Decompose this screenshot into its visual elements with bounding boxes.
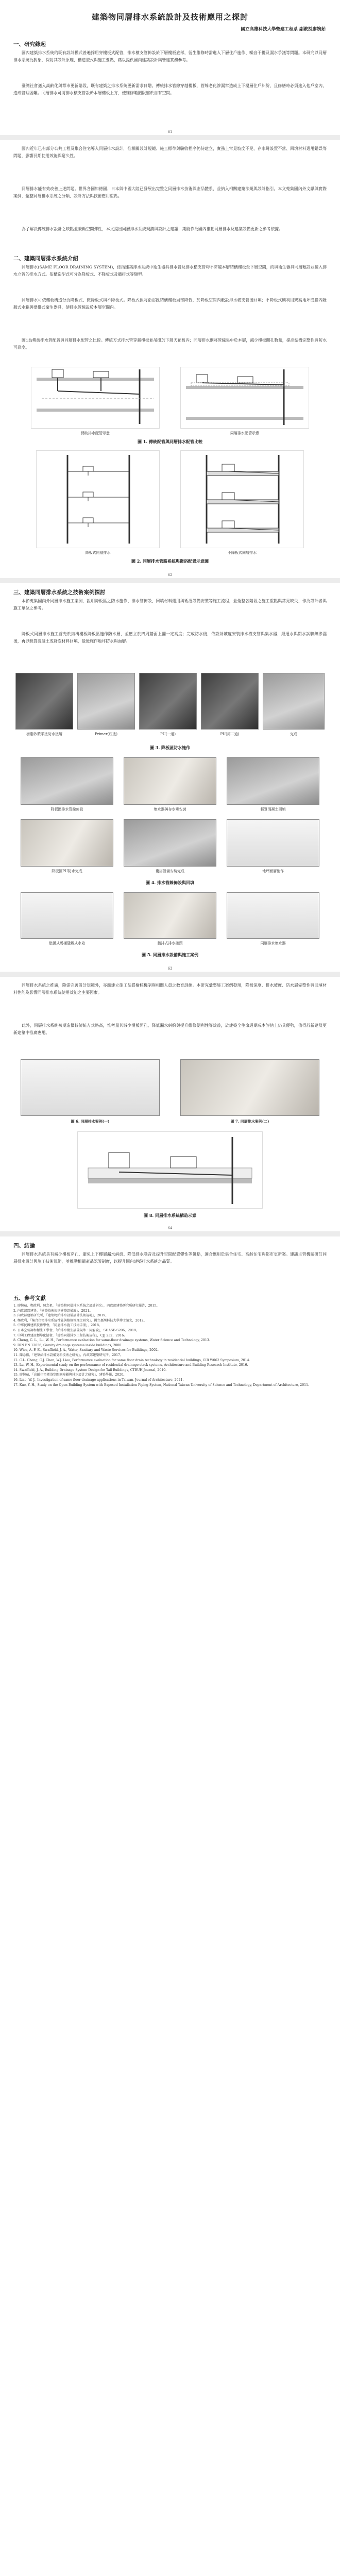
reference-item: 7. 中國工程建設標準化協會，「建築同層排水工程技術規程」，CJJ 232，2016。 (13, 1333, 127, 1337)
figure-3-photo (15, 673, 73, 730)
paragraph: 同層排水系統之推廣，除需完善設計規範外，亦應建立施工品質檢核機制與相關人員之教育訓練。本研究彙整施工案例發現，降板深度、排水坡度、防水層完整性與回填材料性能為影響同層排水系統使用效能之主要因素。 (13, 983, 327, 995)
figure-5-photo (227, 892, 319, 939)
reference-item: 8. Cheng, C. L., Lu, W. H., Performance evaluation for same-floor drainage systems, Water Science and Technology, 2013. (13, 1338, 210, 1343)
figure-8-caption: 圖 8. 同層排水系統構造示意 (144, 1213, 196, 1218)
paragraph: 降板式同層排水施工首先於結構樓板降板區施作防水層，並應立於四周牆面上翻一定高度；完成防水後，依設計坡度安裝排水橫支管與集水器，經通水與閉水試驗無滲漏後，再以輕質混凝土或發泡材料回填，最後施作地坪防水與面層。 (13, 632, 327, 643)
figure-7-photo (180, 1059, 319, 1116)
paragraph: 同層排水能有效改善上述問題。世界各國如德國、日本與中國大陸已發展出完整之同層排水技術與產品體系，並納入相關建築法規與設計指引。本文蒐集國內外文獻與實際案例，彙整同層排水系統之分類、設計方法與技術應用重點。 (13, 187, 327, 198)
section-heading-2: 二、建築同層排水系統介紹 (13, 256, 78, 262)
figure-3-photo (201, 673, 259, 730)
figure-7-caption: 圖 7. 同層排水案例(二) (230, 1119, 269, 1124)
figure-5-caption: 圖 5. 同層排水設備與施工案例 (142, 952, 198, 957)
figure-4-label: 地坪面層施作 (262, 869, 284, 873)
section-heading-1: 一、研究緣起 (13, 41, 46, 47)
figure-5-label: 牆排式排水接頭 (157, 941, 183, 945)
reference-item: 13. Lu, W. H., Experimental study on the performance of residential drainage stack systems, Architecture and Building Research Institute, 2016. (13, 1363, 248, 1367)
figure-3-label: 樹脂砂漿平塗防水塗層 (26, 732, 62, 736)
figure-1-caption: 圖 1. 傳統配管與同層排水配管比較 (138, 439, 202, 444)
reference-item: 17. Kuo, Y. H., Study on the Open Building System with Exposed Installation Piping System, National Taiwan University of Science and Technology, Department of Architecture, 2011. (13, 1383, 310, 1387)
page-number: 62 (167, 573, 173, 577)
reference-item: 6. 日本空氣調和衛生工學會，「給排水衛生設備規準・同解說」，SHASE-S206，2019。 (13, 1328, 140, 1332)
page-number: 63 (167, 967, 173, 971)
page-divider (0, 1231, 340, 1236)
figure-6-caption: 圖 6. 同層排水案例(一) (71, 1119, 110, 1124)
figure-3-label: Primer(底塗) (95, 732, 117, 736)
page-divider (0, 135, 340, 140)
figure-4-photo (227, 757, 319, 805)
figure-3-photo (77, 673, 135, 730)
page-divider (0, 972, 340, 977)
figure-2-left-diagram (36, 450, 160, 548)
paragraph: 此外，同層排水系統初期造價較傳統方式略高，惟考量其減少樓板開孔、降低漏水糾紛與提升維修便利性等效益，於建築全生命週期成本評估上仍具優勢，值得於新建及更新建築中推廣應用。 (13, 1023, 327, 1035)
author-line: 國立高雄科技大學營建工程系 副教授廖婉茹 (241, 27, 326, 32)
page-number: 64 (167, 1226, 173, 1230)
paper-title: 建築物同層排水系統設計及技術應用之探討 (91, 12, 248, 22)
figure-3-photo (139, 673, 197, 730)
reference-item: 2. 內政部營建署，「建築技術規則建築設備編」，2021。 (13, 1309, 93, 1313)
figure-4-photo (124, 757, 216, 805)
paragraph: 國內近年已有部分公共工程及集合住宅導入同層排水設計，惟相關設計規範、施工標準與驗收程序仍待建立，實務上常見坡度不足、存水彎設置不當、回填材料選用錯誤等問題，影響長期使用效能與耐久性。 (13, 146, 327, 158)
figure-3-caption: 圖 3. 降板區防水施作 (150, 745, 190, 750)
figure-2-right-diagram (180, 450, 304, 548)
section-heading-3: 三、建築同層排水系統之技術案例探討 (13, 589, 106, 596)
figure-4-photo (21, 757, 113, 805)
section-heading-4: 四、結論 (13, 1243, 35, 1249)
figure-4-label: 降板區排水管線佈設 (50, 807, 83, 811)
figure-8-diagram (77, 1131, 263, 1209)
figure-4-label: 集水器與存水彎安裝 (154, 807, 186, 811)
figure-4-photo (21, 819, 113, 867)
reference-item: 10. Wise, A. F. E., Swaffield, J. A., Water, Sanitary and Waste Services for Buildings, 2002. (13, 1348, 159, 1352)
reference-item: 3. 內政部建築研究所，「建築物給排水設備設計技術規範」，2019。 (13, 1314, 109, 1318)
reference-item: 14. Swaffield, J. A., Building Drainage System Design for Tall Buildings, CTBUH Journal, 2010. (13, 1368, 167, 1372)
reference-item: 11. 陳念祖，「建築給排水設備更新技術之研究」，內政部建築研究所，2017。 (13, 1353, 124, 1357)
figure-4-label: 輕質混凝土回填 (260, 807, 286, 811)
paragraph: 同層排水可依樓板構造分為降板式、微降板式與不降板式。降板式係將衛浴區結構樓板局部降低，於降板空間內敷設排水橫支管後回填；不降板式則利用架高地坪或牆內隱蔽式水箱與壁掛式衛生器具，使排水管線設於本層空間內。 (13, 298, 327, 310)
reference-item: 9. DIN EN 12056, Gravity drainage systems inside buildings, 2000. (13, 1343, 123, 1347)
paragraph: 圖1為傳統排水管配管與同層排水配管之比較。傳統方式排水管穿越樓板並吊掛於下層天花板內；同層排水則將管線集中於本層，減少樓板開孔數量，提高結構完整性與防水可靠度。 (13, 338, 327, 350)
figure-1-left-label: 傳統排水配管示意 (81, 431, 110, 435)
figure-5-label: 壁掛式馬桶隱藏式水箱 (49, 941, 85, 945)
reference-item: 1. 廖婉茹、鄭政利、陳念祖，「建築物同層排水系統之設計研究」，內政部建築研究所研究報告，2015。 (13, 1304, 160, 1308)
figure-3-photo (263, 673, 325, 730)
paragraph: 為了解決傳統排水設計之缺點並兼顧空間彈性，本文提出同層排水系統規劃與設計之建議，期能作為國內推動同層排水及建築設備更新之參考依據。 (22, 227, 283, 231)
reference-item: 12. C.L. Cheng, C.J. Chen, W.J. Liao, Performance evaluation for same floor drain technology in residential buildings, CIB W062 Symposium, 2014. (13, 1358, 250, 1362)
page-divider (0, 578, 340, 583)
figure-5-photo (124, 892, 216, 939)
references-heading: 五、參考文獻 (13, 1295, 46, 1301)
reference-list (13, 1303, 327, 1387)
figure-1-right-diagram (180, 367, 309, 429)
reference-item: 16. Liao, W. J., Investigation of same-floor drainage applications in Taiwan, Journal of Architecture, 2021. (13, 1378, 184, 1382)
figure-4-photo (227, 819, 319, 867)
figure-5-label: 同層排水集水器 (260, 941, 286, 945)
page-number: 61 (167, 130, 173, 134)
figure-3-label: PU(一道) (160, 732, 176, 736)
reference-item: 4. 鄭政利，「集合住宅排水系統性能與維修管理之研究」，國立臺灣科技大學博士論文，2012。 (13, 1318, 147, 1323)
figure-3-label: 完成 (290, 732, 297, 736)
figure-4-label: 降板區PU防水完成 (52, 869, 82, 873)
figure-4-photo (124, 819, 216, 867)
paragraph: 同層排水(SAME FLOOR DRAINING SYSTEM)，係指建築排水系統中衛生器具排水管及排水橫支管均不穿越本層結構樓板至下層空間，而與衛生器具同層敷設並接入排水立管的排水方式。依構造型式可分為降板式、不降板式及牆排式等類型。 (13, 265, 327, 277)
figure-2-right-label: 不降板式同層排水 (228, 551, 257, 555)
figure-3-label: PU(第二道) (220, 732, 240, 736)
figure-5-photo (21, 892, 113, 939)
paragraph: 國內建築排水系統的既有設計模式普遍採用穿樓板式配管，排水橫支管佈設於下層樓板底部，衍生維修時需進入下層住戶施作、噪音干擾及漏水爭議等問題。本研究以同層排水系統為對象，探討其設計原理、構造型式與施工要點，藉以提供國內建築設計與營建實務參考。 (13, 50, 327, 62)
figure-6-photo (21, 1059, 160, 1116)
paragraph: 同層排水系統具有減少樓板穿孔、避免上下樓層漏水糾紛、降低排水噪音及提升空間配置彈性等優點，適合應用於集合住宅、高齡住宅與都市更新案。建議主管機關研訂同層排水設計與施工技術規範，並推動相關產品認證制度，以提升國內建築排水系統之品質。 (13, 1252, 327, 1264)
paragraph: 本節蒐集國內外同層排水施工案例，說明降板區之防水施作、排水管佈設、回填材料選用與衛浴設備安裝等施工流程，並彙整各階段之施工重點與常見缺失，作為設計者與施工單位之參考。 (13, 599, 327, 611)
figure-4-label: 衛浴設備安裝完成 (156, 869, 184, 873)
figure-4-caption: 圖 4. 排水管線佈設與回填 (146, 880, 194, 885)
figure-2-left-label: 降板式同層排水 (85, 551, 111, 555)
figure-2-caption: 圖 2. 同層排水管路系統與衛浴配置示意圖 (131, 558, 209, 564)
reference-item: 15. 廖婉茹，「高齡住宅衛浴空間無障礙與排水設計之研究」，建築學報，2020。 (13, 1373, 127, 1377)
figure-1-right-label: 同層排水配管示意 (230, 431, 259, 435)
reference-item: 5. 中華民國建築技術學會，「同層排水施工技術手冊」，2018。 (13, 1324, 103, 1328)
figure-1-left-diagram (31, 367, 160, 429)
paragraph: 臺灣社會邁入高齡化與都市更新階段，既有建築之排水系統更新需求日增。傳統排水管線穿越樓板，管線老化滲漏常造成上下樓層住戶糾紛，且修繕時必須進入他戶室內，造成管理困難。同層排水可將排水橫支管設於本層樓板上方，使維修範圍限縮於自有空間。 (13, 83, 327, 95)
